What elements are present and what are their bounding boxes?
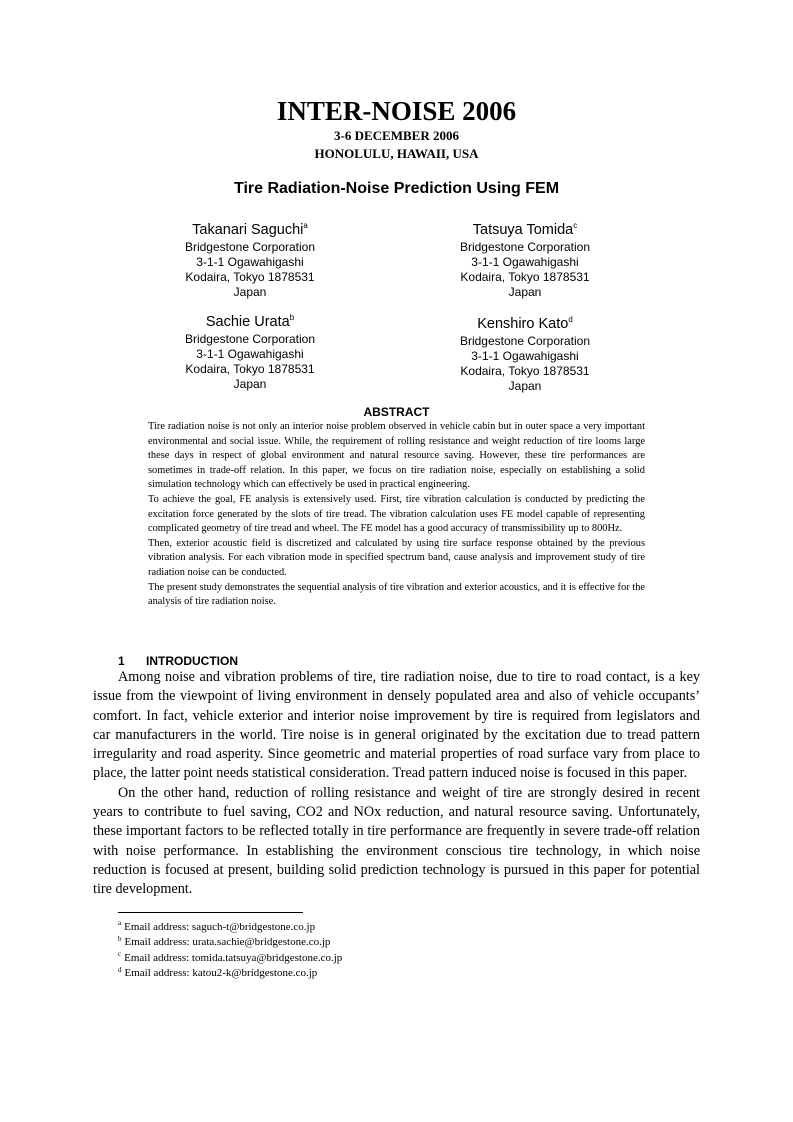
body-paragraph: Among noise and vibration problems of tire, tire radiation noise, due to tire to road contact, is a key issue from the viewpoint of living environment in densely populated area and also of vehicle occupants’ comfort. In fact, vehicle exterior and interior noise improvement by tire is required from legislators and car manufacturers in the world. Tire noise is in general originated by the excitation due to tread pattern irregularity and road asperity. Since geometric and material properties of road surface vary from place to place, the latter point needs statistical consideration. Tread pattern induced noise is focused in this paper. [93,669,700,782]
section-body [93,668,700,900]
author-country: Japan [508,379,542,393]
abstract-paragraph: Tire radiation noise is not only an interior noise problem observed in vehicle cabin but in outer space a very important environmental and social issue. While, the requirement of rolling resistance and weight reduction of tire looms large these days in respect of global environment and natural resource saving. However, these tire performances are sometimes in trade-off relation. In this paper, we focus on tire radiation noise, especially on establishing a solid simulation technology which can effectively be used in practical engineering. [148,421,645,491]
footnote-rule [118,912,303,913]
author-name: Kenshiro Kato$^d$ [477,315,573,332]
abstract-paragraph: Then, exterior acoustic field is discretized and calculated by using tire surface response obtained by the previous vibration analysis. For each vibration mode in specified spectrum band, cause analysis and improvement study of tire radiation noise can be conducted. [148,537,645,578]
footnote [118,951,342,966]
author-city: Kodaira, Tokyo 1878531 [460,270,590,284]
abstract-paragraph: To achieve the goal, FE analysis is extensively used. First, tire vibration calculation is conducted by predicting the excitation force generated by the slots of tire tread. The vibration calculation uses FE model capable of representing complicated geometry of tire tread and wheel. The FE model has a good accuracy of transmissibility up to 800Hz. [148,493,645,535]
footnotes [118,920,342,982]
author-name: Takanari Saguchi$^a$ [192,221,308,238]
footnote-mark: a [118,919,122,928]
section-heading [118,654,238,668]
footnote [118,920,342,935]
author-block [405,314,645,394]
author-block [130,220,370,300]
section-number: 1 [118,654,125,668]
conference-place: HONOLULU, HAWAII, USA [314,146,479,161]
author-org: Bridgestone Corporation [459,240,591,254]
author-org: Bridgestone Corporation [184,240,316,254]
conference-dates: 3-6 DECEMBER 2006 [334,128,459,143]
author-street: 3-1-1 Ogawahigashi [471,349,579,363]
footnote-text: Email address: tomida.tatsuya@bridgestone.co.jp [124,951,343,964]
footnote-text: Email address: urata.sachie@bridgestone.co.jp [124,936,331,949]
author-mark: d [568,315,573,325]
footnote-mark: c [118,950,122,959]
author-street: 3-1-1 Ogawahigashi [471,255,579,269]
author-org: Bridgestone Corporation [459,334,591,348]
author-mark: b [289,313,295,323]
body-paragraph: On the other hand, reduction of rolling resistance and weight of tire are strongly desired in recent years to contribute to fuel saving, CO2 and NOx reduction, and natural resource saving. Unfortunately, these important factors to be reflected totally in tire performance are frequently in severe trade-off relation with noise performance. In establishing the environment conscious tire technology, in which noise reduction is focused at present, building solid prediction technology is pursued in this paper for potential tire development. [93,784,700,898]
author-block [405,220,645,300]
section-title: INTRODUCTION [146,654,238,668]
author-street: 3-1-1 Ogawahigashi [196,255,304,269]
abstract-body [148,420,645,610]
author-street: 3-1-1 Ogawahigashi [196,347,304,361]
footnote-mark: d [118,965,122,974]
footnote-text: Email address: saguch-t@bridgestone.co.jp [124,921,316,933]
author-block [130,312,370,392]
footnote-mark: b [118,934,122,943]
footnote [118,935,342,950]
author-mark: c [573,221,578,231]
abstract-paragraph: The present study demonstrates the sequential analysis of tire vibration and exterior acoustics, and it is effective for the analysis of tire radiation noise. [148,581,645,608]
author-country: Japan [233,285,267,299]
paper-title: Tire Radiation-Noise Prediction Using FEM [233,180,560,197]
author-city: Kodaira, Tokyo 1878531 [185,362,315,376]
author-mark: a [303,221,308,231]
abstract-heading: ABSTRACT [363,405,430,419]
author-country: Japan [508,285,542,299]
author-org: Bridgestone Corporation [184,332,316,346]
footnote-text: Email address: katou2-k@bridgestone.co.jp [124,967,318,980]
footnote [118,966,342,981]
conference-title: INTER-NOISE 2006 [276,96,517,126]
author-name: Tatsuya Tomida$^c$ [472,221,578,238]
author-city: Kodaira, Tokyo 1878531 [460,364,590,378]
author-city: Kodaira, Tokyo 1878531 [185,270,315,284]
author-name: Sachie Urata$^b$ [205,313,295,330]
author-country: Japan [233,377,267,391]
